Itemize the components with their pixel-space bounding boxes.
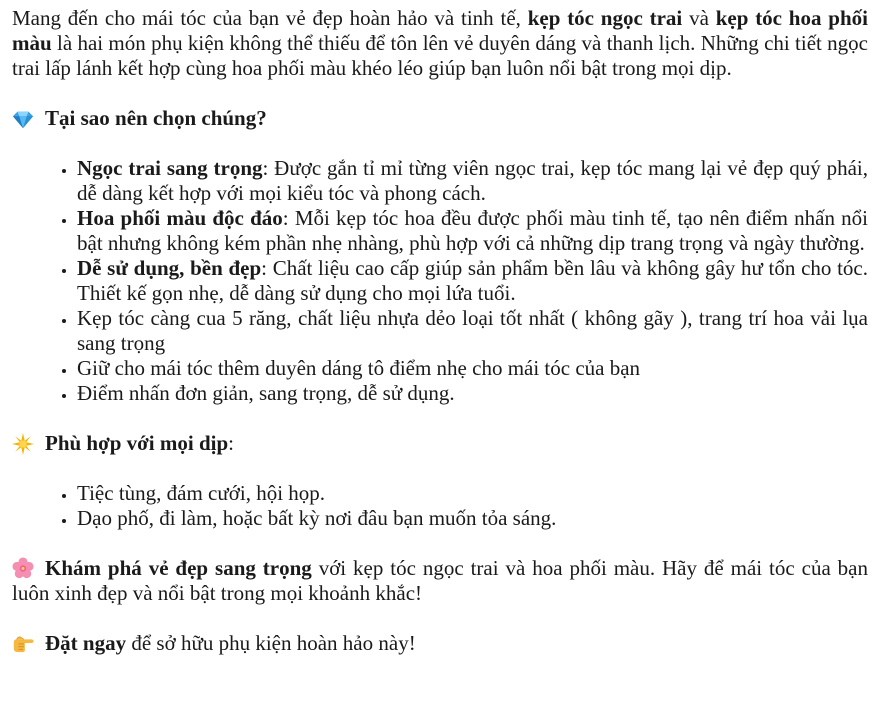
list-item — [77, 256, 868, 306]
list-item-bold: Dễ sử dụng, bền đẹp — [77, 256, 262, 280]
order-bold: Đặt ngay — [45, 631, 127, 655]
list-item-text: Tiệc tùng, đám cưới, hội họp. — [77, 481, 326, 505]
intro-bold-pearl-clip: kẹp tóc ngọc trai — [527, 6, 683, 30]
intro-bold-flower-clip: kẹp tóc hoa phối màu — [12, 6, 868, 55]
list-item-text: Giữ cho mái tóc thêm duyên dáng tô điểm nhẹ cho mái tóc của bạn — [77, 356, 641, 380]
cherry-blossom-icon — [12, 557, 34, 579]
list-item — [77, 156, 868, 206]
list-item-bold: Ngọc trai sang trọng — [77, 156, 263, 180]
why-heading-text: Tại sao nên chọn chúng? — [45, 106, 267, 130]
pointing-hand-icon — [12, 632, 34, 654]
intro-text-3: là hai món phụ kiện không thể thiếu để tôn lên vẻ duyên dáng và thanh lịch. Những chi tiết ngọc trai lấp lánh kết hợp cùng hoa phối màu khéo léo giúp bạn luôn nổi bật trong mọi dịp. — [12, 31, 868, 80]
list-item — [77, 381, 868, 406]
gem-icon — [12, 108, 34, 130]
occasions-heading-colon: : — [228, 431, 234, 455]
list-item — [77, 506, 868, 531]
occasions-heading-bold: Phù hợp với mọi dịp — [45, 431, 229, 455]
list-item — [77, 356, 868, 381]
list-item-text: Điểm nhấn đơn giản, sang trọng, dễ sử dụng. — [77, 381, 455, 405]
sparkle-icon — [12, 433, 34, 455]
list-item — [77, 481, 868, 506]
occasions-list — [12, 481, 868, 531]
why-heading — [12, 106, 868, 131]
explore-text: với kẹp tóc ngọc trai và hoa phối màu. Hãy để mái tóc của bạn luôn xinh đẹp và nổi bật trong mọi khoảnh khắc! — [12, 556, 868, 605]
list-item-text: : Được gắn tỉ mỉ từng viên ngọc trai, kẹp tóc mang lại vẻ đẹp quý phái, dễ dàng kết hợp với mọi kiểu tóc và phong cách. — [77, 156, 868, 205]
list-item-text: Kẹp tóc càng cua 5 răng, chất liệu nhựa dẻo loại tốt nhất ( không gãy ), trang trí hoa vải lụa sang trọng — [77, 306, 868, 355]
intro-text-1: Mang đến cho mái tóc của bạn vẻ đẹp hoàn hảo và tinh tế, — [12, 6, 528, 30]
order-text: để sở hữu phụ kiện hoàn hảo này! — [126, 631, 416, 655]
order-paragraph — [12, 631, 868, 656]
list-item-text: : Mỗi kẹp tóc hoa đều được phối màu tinh tế, tạo nên điểm nhấn nổi bật nhưng không kém phần nhẹ nhàng, phù hợp với cả những dịp trang trọng và ngày thường. — [77, 206, 868, 255]
intro-paragraph — [12, 6, 868, 81]
list-item — [77, 206, 868, 256]
occasions-heading — [12, 431, 868, 456]
list-item-bold: Hoa phối màu độc đáo — [77, 206, 283, 230]
why-list — [12, 156, 868, 406]
explore-bold: Khám phá vẻ đẹp sang trọng — [45, 556, 312, 580]
list-item-text: Dạo phố, đi làm, hoặc bất kỳ nơi đâu bạn muốn tỏa sáng. — [77, 506, 557, 530]
occasions-heading-text — [45, 431, 234, 456]
intro-text-2: và — [682, 6, 716, 30]
list-item — [77, 306, 868, 356]
list-item-text: : Chất liệu cao cấp giúp sản phẩm bền lâu và không gây hư tổn cho tóc. Thiết kế gọn nhẹ, dễ dàng sử dụng cho mọi lứa tuổi. — [77, 256, 868, 305]
explore-paragraph — [12, 556, 868, 606]
